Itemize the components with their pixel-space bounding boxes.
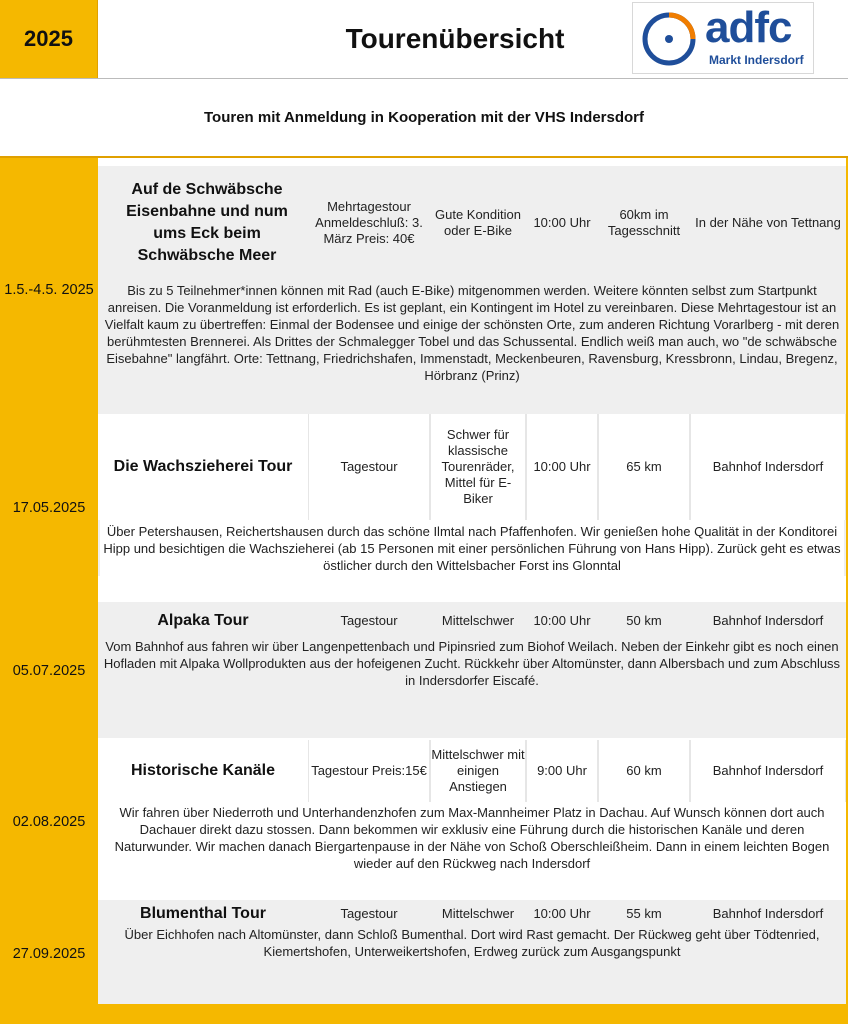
subtitle-text: Touren mit Anmeldung in Kooperation mit der VHS Indersdorf [203, 109, 644, 126]
tour-date: 05.07.2025 [12, 663, 86, 679]
tour-time: 10:00 Uhr [533, 613, 591, 628]
adfc-logo [632, 2, 814, 74]
tour-time: 10:00 Uhr [533, 906, 591, 921]
tour-type: Tagestour [340, 613, 398, 628]
year-text: 2025 [24, 26, 73, 51]
logo-circle-icon [639, 9, 699, 69]
tour-difficulty: Schwer für klassische Tourenräder, Mittel für E-Biker [430, 414, 526, 520]
tour-name: Blumenthal Tour [140, 905, 266, 922]
spacer [98, 576, 846, 598]
tour-start: Bahnhof Indersdorf [690, 740, 846, 802]
tour-name: Historische Kanäle [130, 762, 276, 779]
bottom-band [0, 1004, 848, 1024]
tour-name: Die Wachszieherei Tour [98, 414, 308, 520]
tour-difficulty: Mittelschwer mit einigen Anstiegen [430, 740, 526, 802]
tour-type: Mehrtagestour Anmeldeschluß: 3. März Preis: 40€ [315, 199, 423, 246]
tour-time: 9:00 Uhr [526, 740, 598, 802]
tour-date: 1.5.-4.5. 2025 [4, 282, 94, 298]
tour-start: Bahnhof Indersdorf [690, 414, 846, 520]
logo-text: adfc [705, 3, 792, 52]
tour-name: Alpaka Tour [157, 612, 249, 629]
tour-description: Über Petershausen, Reichertshausen durch das schöne Ilmtal nach Pfaffenhofen. Wir genießen hohe Qualität in der Konditorei Hipp und besichtigen die Wachszieherei (ab 15 Personen mit einer persönlichen Führung von Hans Hipp). Zurück geht es etwas östlicher durch den Wittelsbacher Forst ins Glonntal [100, 520, 844, 576]
tour-type: Tagestour [340, 906, 398, 921]
tour-distance: 60 km [598, 740, 690, 802]
tour-distance: 60km im Tagesschnitt [607, 207, 681, 238]
tour-distance: 55 km [626, 906, 662, 921]
tour-date: 17.05.2025 [12, 500, 86, 516]
tour-time: 10:00 Uhr [533, 215, 591, 230]
tour-name: Auf de Schwäbsche Eisenbahne und num ums Eck beim Schwäbsche Meer [126, 181, 288, 264]
tour-start: Bahnhof Indersdorf [712, 613, 824, 628]
tour-description: Bis zu 5 Teilnehmer*innen können mit Rad (auch E-Bike) mitgenommen werden. Weitere könnten selbst zum Startpunkt anreisen. Die Voranmeldung ist erforderlich. Es ist geplant, ein Kontingent im Hotel zu vereinbaren. Diese Mehrtagestour ist an Vielfalt kaum zu übertreffen: Einmal der Bodensee und einige der schönsten Orte, zum anderen Richtung Vorarlberg - mit deren berühmtesten Brennerei. Als Drittes der Schmalegger Tobel und das Schussental. Endlich weiß man auch, wo "de schwäbsche Eisebahne" langfährt. Orte: Tettnang, Friedrichshafen, Immenstadt, Meckenbeuren, Ravensburg, Kressbronn, Lindau, Bregenz, Hörbranz (Prinz) [104, 283, 840, 383]
tour-difficulty: Mittelschwer [441, 613, 515, 628]
page-title: Tourenübersicht [345, 23, 565, 54]
tour-type: Tagestour Preis:15€ [308, 740, 430, 802]
subtitle [0, 78, 848, 158]
tour-type: Tagestour [308, 414, 430, 520]
tour-description: Über Eichhofen nach Altomünster, dann Schloß Bumenthal. Dort wird Rast gemacht. Der Rückweg geht über Tödtenried, Kiemertshofen, Unterweikertshofen, Erdweg zurück zum Ausgangspunkt [124, 927, 820, 959]
tour-distance: 65 km [598, 414, 690, 520]
tour-difficulty: Mittelschwer [441, 906, 515, 921]
tour-distance: 50 km [626, 613, 662, 628]
year-label [0, 0, 98, 78]
tour-difficulty: Gute Kondition oder E-Bike [434, 207, 521, 238]
tour-date: 27.09.2025 [12, 946, 86, 962]
logo-subtitle: Markt Indersdorf [709, 53, 804, 67]
tour-time: 10:00 Uhr [526, 414, 598, 520]
tour-description: Wir fahren über Niederroth und Unterhandenzhofen zum Max-Mannheimer Platz in Dachau. Auf Wunsch können dort auch Dachauer direkt dazu stossen. Dann bekommen wir exklusiv eine Führung durch die historischen Kanäle und deren Naturwunder. Wir machen danach Biergartenpause in der Nähe von Schoß Oberschleißheim. Dann in einem leichten Bogen wieder auf den Rückweg nach Indersdorf [114, 805, 830, 871]
tour-start: Bahnhof Indersdorf [712, 906, 824, 921]
tour-description: Vom Bahnhof aus fahren wir über Langenpettenbach und Pipinsried zum Biohof Weilach. Neben der Einkehr gibt es noch einen Hofladen mit Alpaka Wollprodukten aus der hofeigenen Zucht. Rückkehr über Altomünster, dann Albersbach und zum Abschluss in Indersdorfer Eiscafé. [103, 638, 841, 688]
tour-date: 02.08.2025 [12, 814, 86, 830]
tour-start: In der Nähe von Tettnang [695, 215, 841, 230]
